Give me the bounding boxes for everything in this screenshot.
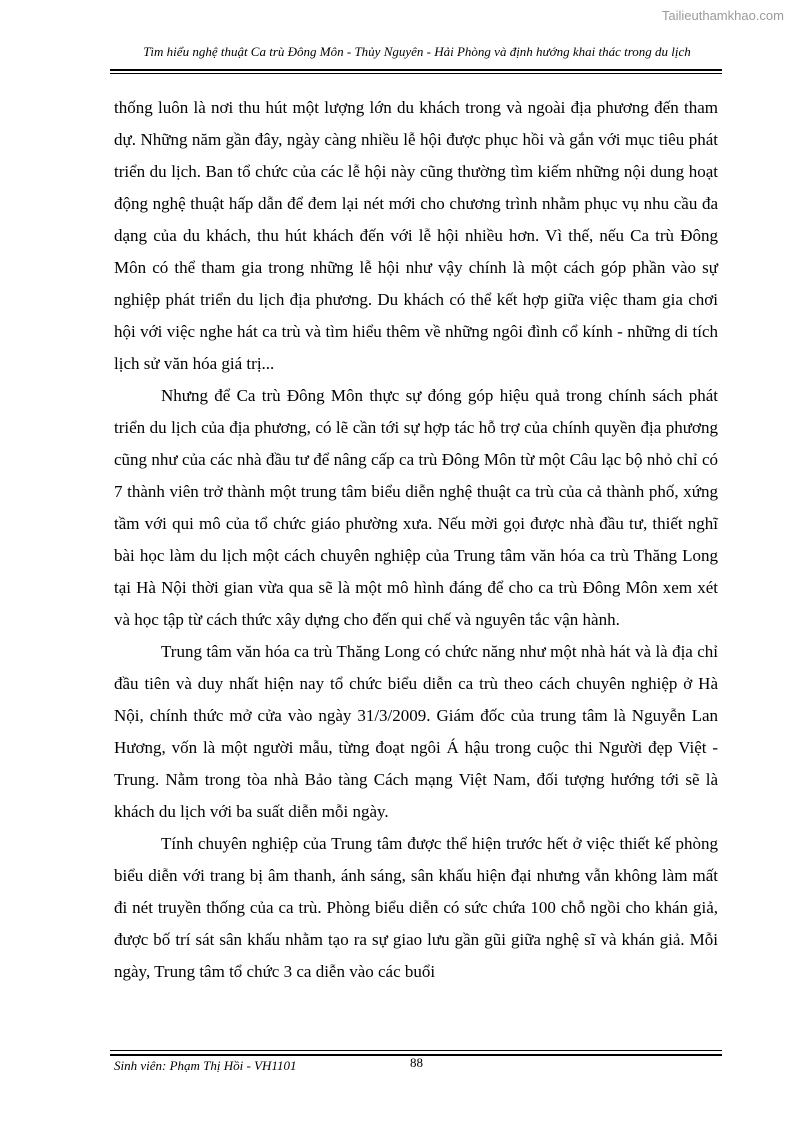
header-divider xyxy=(110,69,722,71)
paragraph-1: thống luôn là nơi thu hút một lượng lớn du khách trong và ngoài địa phương đến tham dự. Những năm gần đây, ngày càng nhiều lễ hội được phục hồi và gắn với mục tiêu phát triển du lịch. Ban tổ chức của các lễ hội này cũng thường tìm kiếm những nội dung hoạt động nghệ thuật hấp dẫn để đem lại nét mới cho chương trình nhằm phục vụ nhu cầu đa dạng của du khách, thu hút khách đến với lễ hội nhiều hơn. Vì thế, nếu Ca trù Đông Môn có thể tham gia trong những lễ hội như vậy chính là một cách góp phần vào sự nghiệp phát triển du lịch địa phương. Du khách có thể kết hợp giữa việc tham gia chơi hội với việc nghe hát ca trù và tìm hiểu thêm về những ngôi đình cổ kính - những di tích lịch sử văn hóa giá trị... xyxy=(114,98,718,373)
paragraph-4: Tính chuyên nghiệp của Trung tâm được thể hiện trước hết ở việc thiết kế phòng biểu diễn với trang bị âm thanh, ánh sáng, sân khấu hiện đại nhưng vẫn không làm mất đi nét truyền thống của ca trù. Phòng biểu diễn có sức chứa 100 chỗ ngồi cho khán giả, được bố trí sát sân khấu nhằm tạo ra sự giao lưu gần gũi giữa nghệ sĩ và khán giả. Mỗi ngày, Trung tâm tổ chức 3 ca diễn vào các buổi xyxy=(114,834,718,981)
body-text xyxy=(114,92,718,988)
page-header: Tìm hiểu nghệ thuật Ca trù Đông Môn - Thủy Nguyên - Hải Phòng và định hướng khai thác trong du lịch xyxy=(143,44,691,59)
footer-student: Sinh viên: Phạm Thị Hồi - VH1101 xyxy=(114,1058,297,1073)
paragraph-2: Nhưng để Ca trù Đông Môn thực sự đóng góp hiệu quả trong chính sách phát triển du lịch của địa phương, có lẽ cần tới sự hợp tác hỗ trợ của chính quyền địa phương cũng như của các nhà đầu tư để nâng cấp ca trù Đông Môn từ một Câu lạc bộ nhỏ chỉ có 7 thành viên trở thành một trung tâm biểu diễn nghệ thuật ca trù của cả thành phố, xứng tầm với qui mô của tổ chức giáo phường xưa. Nếu mời gọi được nhà đầu tư, thiết nghĩ bài học làm du lịch một cách chuyên nghiệp của Trung tâm văn hóa ca trù Thăng Long tại Hà Nội thời gian vừa qua sẽ là một mô hình đáng để cho ca trù Đông Môn xem xét và học tập từ cách thức xây dựng cho đến qui chế và nguyên tắc vận hành. xyxy=(114,386,718,629)
header-divider-thin xyxy=(110,73,722,74)
paragraph-3: Trung tâm văn hóa ca trù Thăng Long có chức năng như một nhà hát và là địa chỉ đầu tiên và duy nhất hiện nay tổ chức biểu diễn ca trù theo cách chuyên nghiệp ở Hà Nội, chính thức mở cửa vào ngày 31/3/2009. Giám đốc của trung tâm là Nguyễn Lan Hương, vốn là một người mẫu, từng đoạt ngôi Á hậu trong cuộc thi Người đẹp Việt - Trung. Nằm trong tòa nhà Bảo tàng Cách mạng Việt Nam, đối tượng hướng tới sẽ là khách du lịch với ba suất diễn mỗi ngày. xyxy=(114,642,718,821)
watermark: Tailieuthamkhao.com xyxy=(661,8,784,23)
page-number: 88 xyxy=(410,1055,423,1070)
footer-divider-thin xyxy=(110,1050,722,1051)
